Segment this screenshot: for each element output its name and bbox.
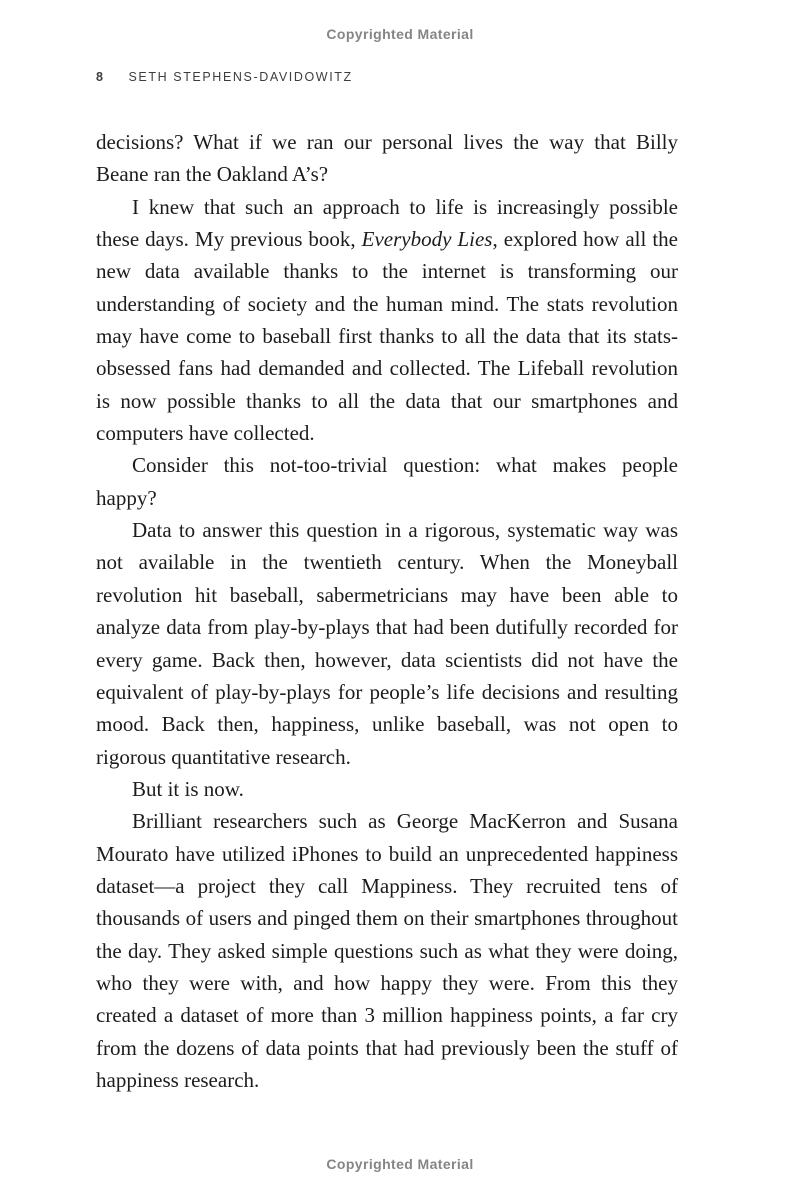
text-run: Consider this not-too-trivial question: what makes people happy?	[96, 453, 678, 510]
copyright-notice-top: Copyrighted Material	[326, 26, 474, 42]
text-run: decisions? What if we ran our personal lives the way that Billy Beane ran the Oakland A’s?	[96, 130, 678, 187]
text-run: Brilliant researchers such as George MacKerron and Susana Mourato have utilized iPhones to build an unprecedented happiness dataset—a project they call Mappiness. They recruited tens of thousands of users and pinged them on their smartphones throughout the day. They asked simple questions such as what they were doing, who they were with, and how happy they were. From this they created a dataset of more than 3 million happiness points, a far cry from the dozens of data points that had previously been the stuff of happiness research.	[96, 809, 678, 1092]
paragraph	[96, 191, 678, 450]
paragraph	[96, 805, 678, 1096]
book-title-italic: Everybody Lies	[361, 227, 493, 252]
page-header	[96, 70, 353, 84]
text-run: , explored how all the new data available thanks to the internet is transforming our understanding of society and the human mind. The stats revolution may have come to baseball first thanks to all the data that its stats-obsessed fans had demanded and collected. The Lifeball revolution is now possible thanks to all the data that our smartphones and computers have collected.	[96, 227, 678, 446]
text-run: But it is now.	[132, 776, 244, 801]
paragraph	[96, 449, 678, 514]
paragraph	[96, 126, 678, 191]
paragraph	[96, 773, 678, 805]
paragraph	[96, 514, 678, 773]
text-run: Data to answer this question in a rigorous, systematic way was not available in the twentieth century. When the Moneyball revolution hit baseball, sabermetricians may have been able to analyze data from play-by-plays that had been dutifully recorded for every game. Back then, however, data scientists did not have the equivalent of play-by-plays for people’s life decisions and resulting mood. Back then, happiness, unlike baseball, was not open to rigorous quantitative research.	[96, 518, 678, 769]
text-run: I knew that such an approach to life is increasingly possible these days. My previous book,	[96, 194, 678, 252]
page-number: 8	[96, 70, 104, 84]
copyright-notice-bottom: Copyrighted Material	[326, 1156, 474, 1172]
running-head-author: SETH STEPHENS-DAVIDOWITZ	[128, 70, 353, 84]
body-text	[96, 126, 678, 1096]
